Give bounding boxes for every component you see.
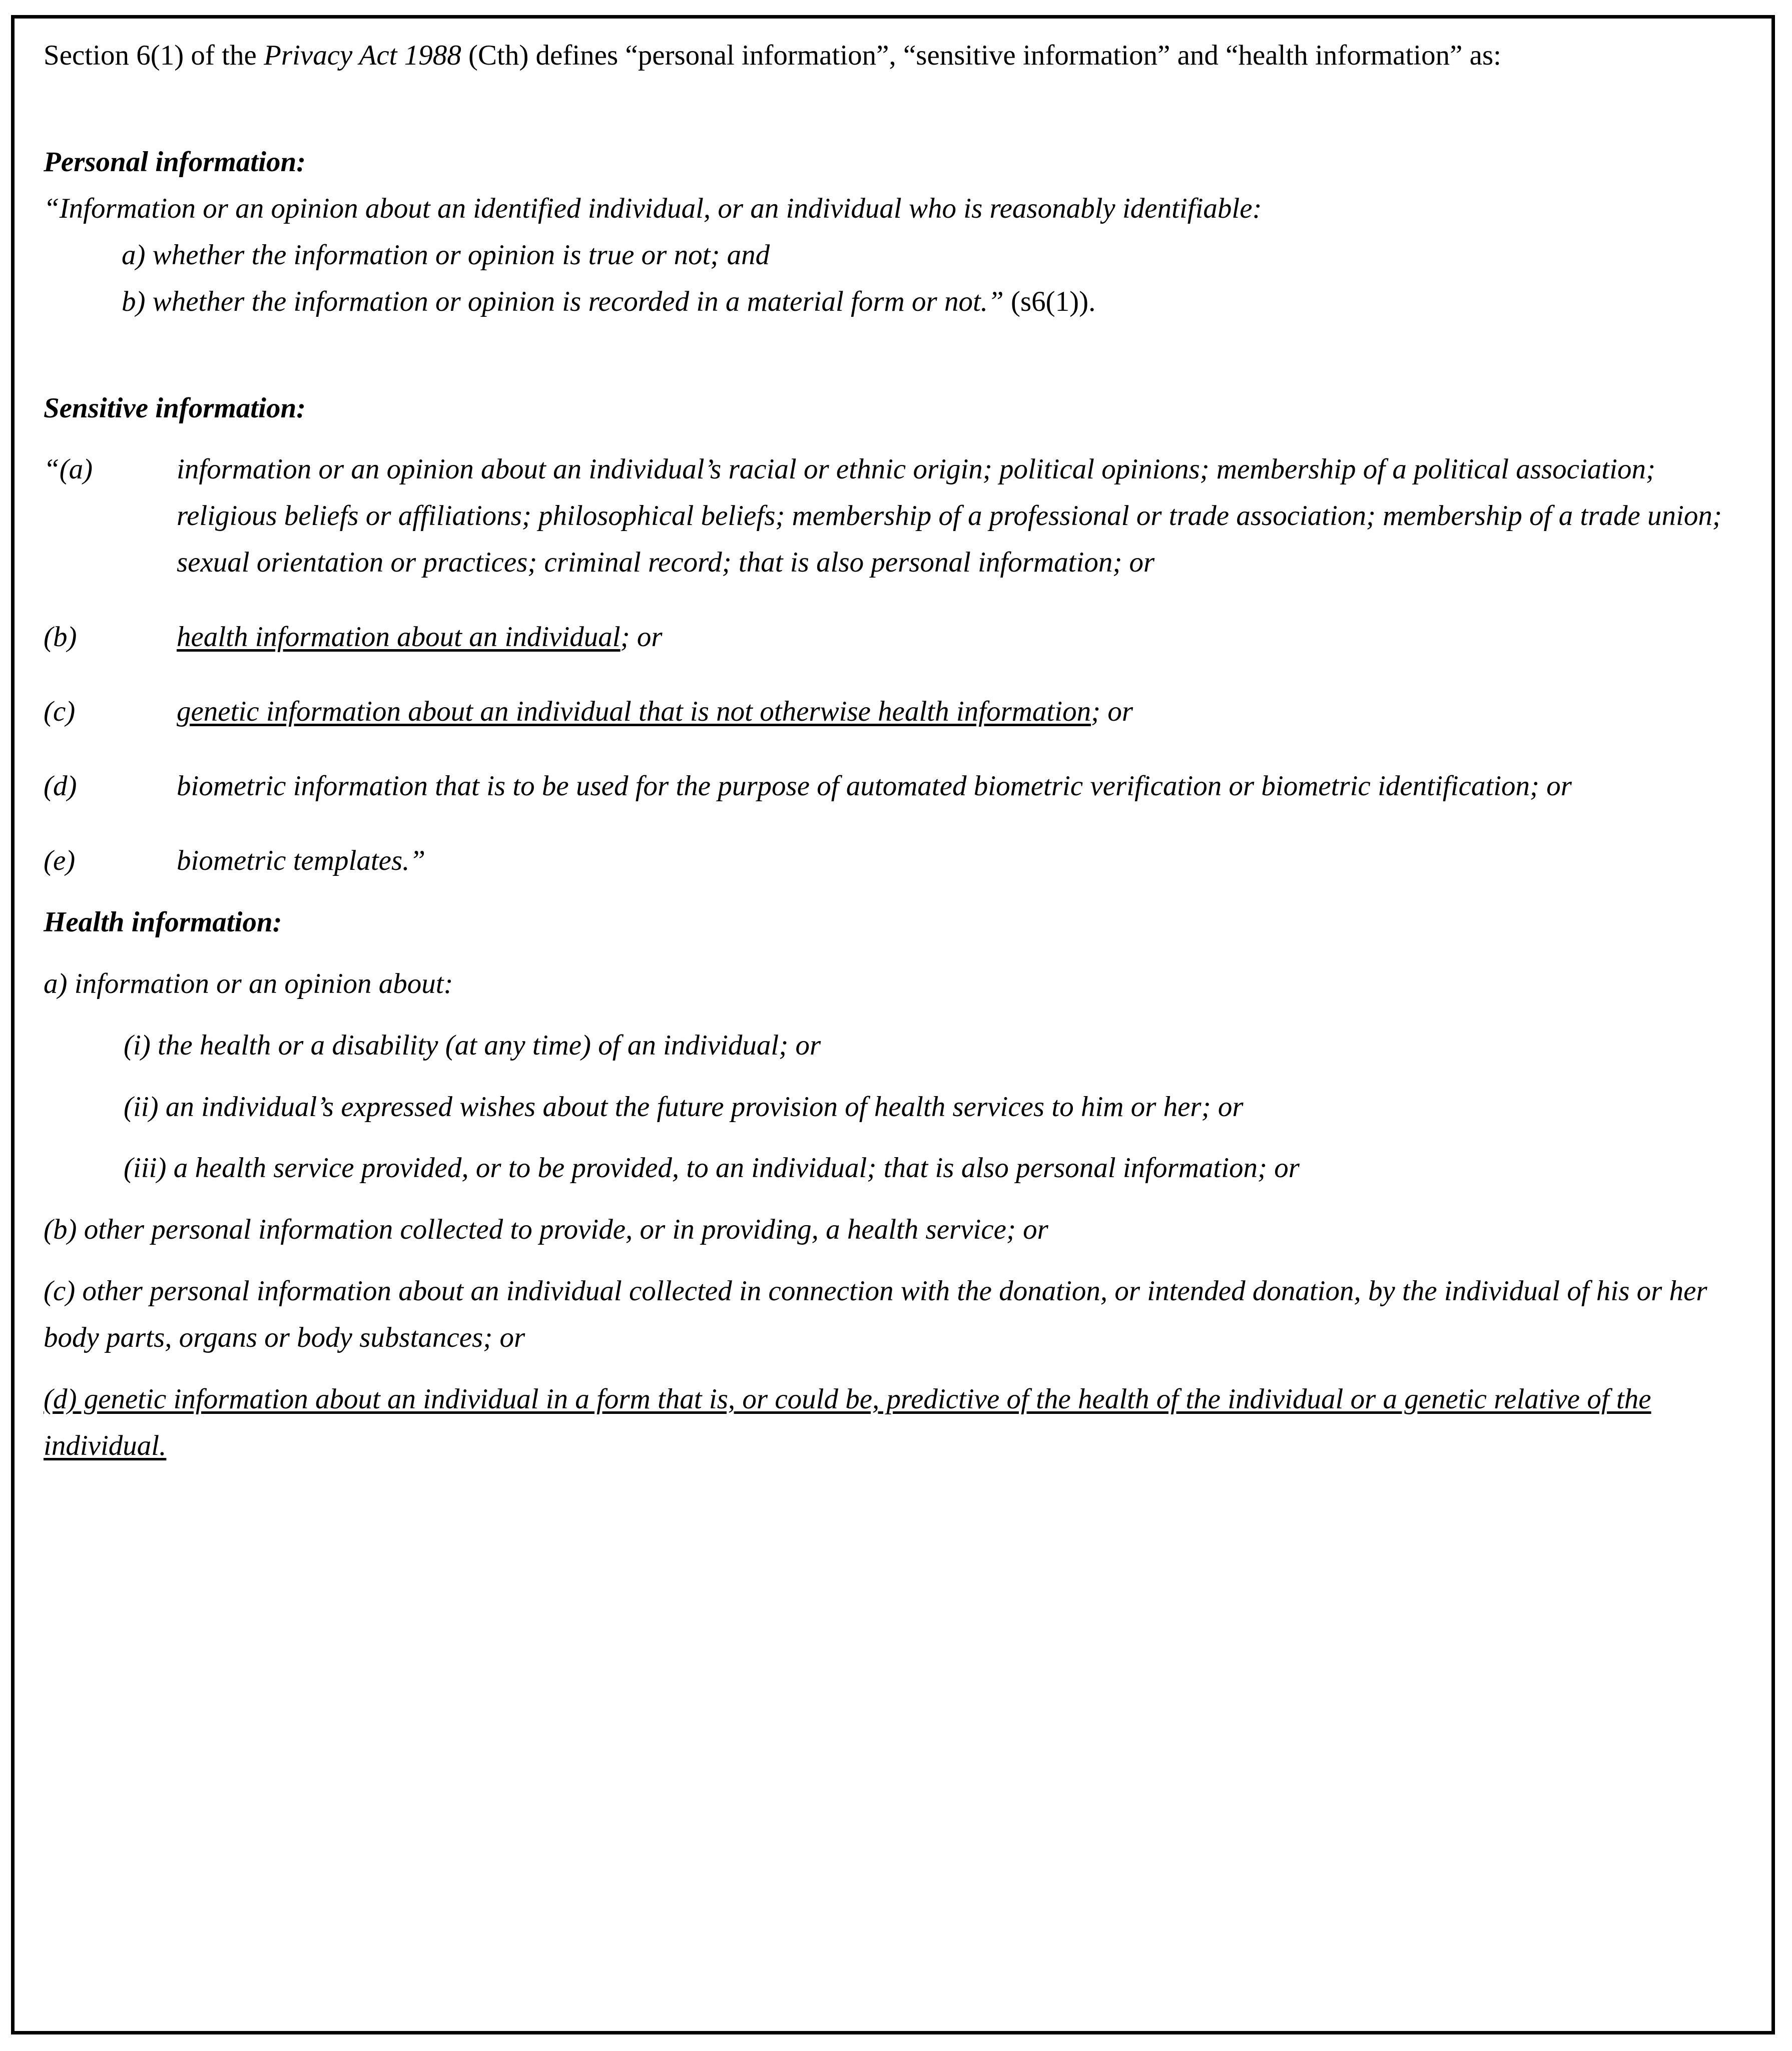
sensitive-information-item-c	[44, 689, 1748, 735]
sensitive-item-b-tail: ; or	[620, 621, 663, 653]
spacer	[44, 1253, 1748, 1268]
spacer	[44, 735, 1748, 763]
spacer	[44, 325, 1748, 385]
spacer	[44, 1361, 1748, 1376]
sensitive-information-item-a	[44, 446, 1748, 586]
spacer	[44, 1069, 1748, 1084]
personal-information-item-b-text: b) whether the information or opinion is recorded in a material form or not.”	[122, 285, 1004, 317]
spacer	[44, 1130, 1748, 1145]
intro-suffix: (Cth) defines “personal information”, “sensitive information” and “health information” as:	[461, 40, 1501, 71]
sensitive-item-a-marker: “(a)	[44, 453, 93, 485]
health-information-roman-i: (i) the health or a disability (at any time) of an individual; or	[124, 1029, 821, 1061]
spacer	[44, 586, 1748, 614]
sensitive-information-item-d	[44, 763, 1748, 810]
sensitive-information-item-e	[44, 838, 1748, 884]
act-title-italic: Privacy Act 1988	[264, 40, 461, 71]
sensitive-item-e-text: biometric templates.”	[177, 844, 426, 876]
sensitive-item-d-marker: (d)	[44, 770, 77, 802]
health-information-item-b: (b) other personal information collected to provide, or in providing, a health service; or	[44, 1214, 1048, 1246]
spacer	[44, 1192, 1748, 1207]
spacer	[44, 1007, 1748, 1022]
health-item-d-underlined: (d) genetic information about an individual in a form that is, or could be, predictive of the health of the individual or a genetic relative of the individual.	[44, 1383, 1651, 1461]
health-information-item-d	[44, 1376, 1748, 1469]
sensitive-item-d-text: biometric information that is to be used for the purpose of automated biometric verification or biometric identification; or	[177, 770, 1572, 802]
sensitive-item-c-underlined: genetic information about an individual that is not otherwise health information	[177, 696, 1091, 728]
sensitive-information-heading: Sensitive information:	[44, 392, 306, 424]
sensitive-item-a-text: information or an opinion about an individual’s racial or ethnic origin; political opinions; membership of a political association; religious beliefs or affiliations; philosophical beliefs; membership of a professional or trade association; membership of a trade union; sexual orientation or practices; criminal record; that is also personal information; or	[177, 453, 1722, 579]
sensitive-item-b-underlined: health information about an individual	[177, 621, 621, 653]
health-information-roman-ii: (ii) an individual’s expressed wishes about the future provision of health services to him or her; or	[124, 1091, 1244, 1123]
sensitive-information-item-b	[44, 614, 1748, 661]
sensitive-item-c-marker: (c)	[44, 696, 76, 728]
sensitive-item-b-marker: (b)	[44, 621, 77, 653]
spacer	[44, 79, 1748, 139]
personal-information-item-b-citation: (s6(1)).	[1003, 285, 1096, 317]
intro-paragraph	[44, 33, 1748, 79]
document-frame	[11, 15, 1775, 2034]
personal-information-heading: Personal information:	[44, 146, 306, 178]
spacer	[44, 884, 1748, 899]
spacer	[44, 810, 1748, 838]
health-information-roman-iii: (iii) a health service provided, or to be provided, to an individual; that is also personal information; or	[124, 1152, 1300, 1184]
spacer	[44, 661, 1748, 689]
health-information-item-c: (c) other personal information about an individual collected in connection with the donation, or intended donation, by the individual of his or her body parts, organs or body substances; or	[44, 1275, 1707, 1354]
personal-information-item-b	[44, 279, 1748, 325]
sensitive-item-c-tail: ; or	[1091, 696, 1133, 728]
spacer	[44, 946, 1748, 961]
health-information-item-a-lead: a) information or an opinion about:	[44, 967, 453, 999]
personal-information-lead: “Information or an opinion about an identified individual, or an individual who is reasonably identifiable:	[44, 192, 1262, 224]
sensitive-item-e-marker: (e)	[44, 844, 76, 876]
health-information-heading: Health information:	[44, 906, 282, 938]
personal-information-item-a: a) whether the information or opinion is true or not; and	[122, 239, 770, 271]
intro-prefix: Section 6(1) of the	[44, 40, 264, 71]
spacer	[44, 431, 1748, 446]
